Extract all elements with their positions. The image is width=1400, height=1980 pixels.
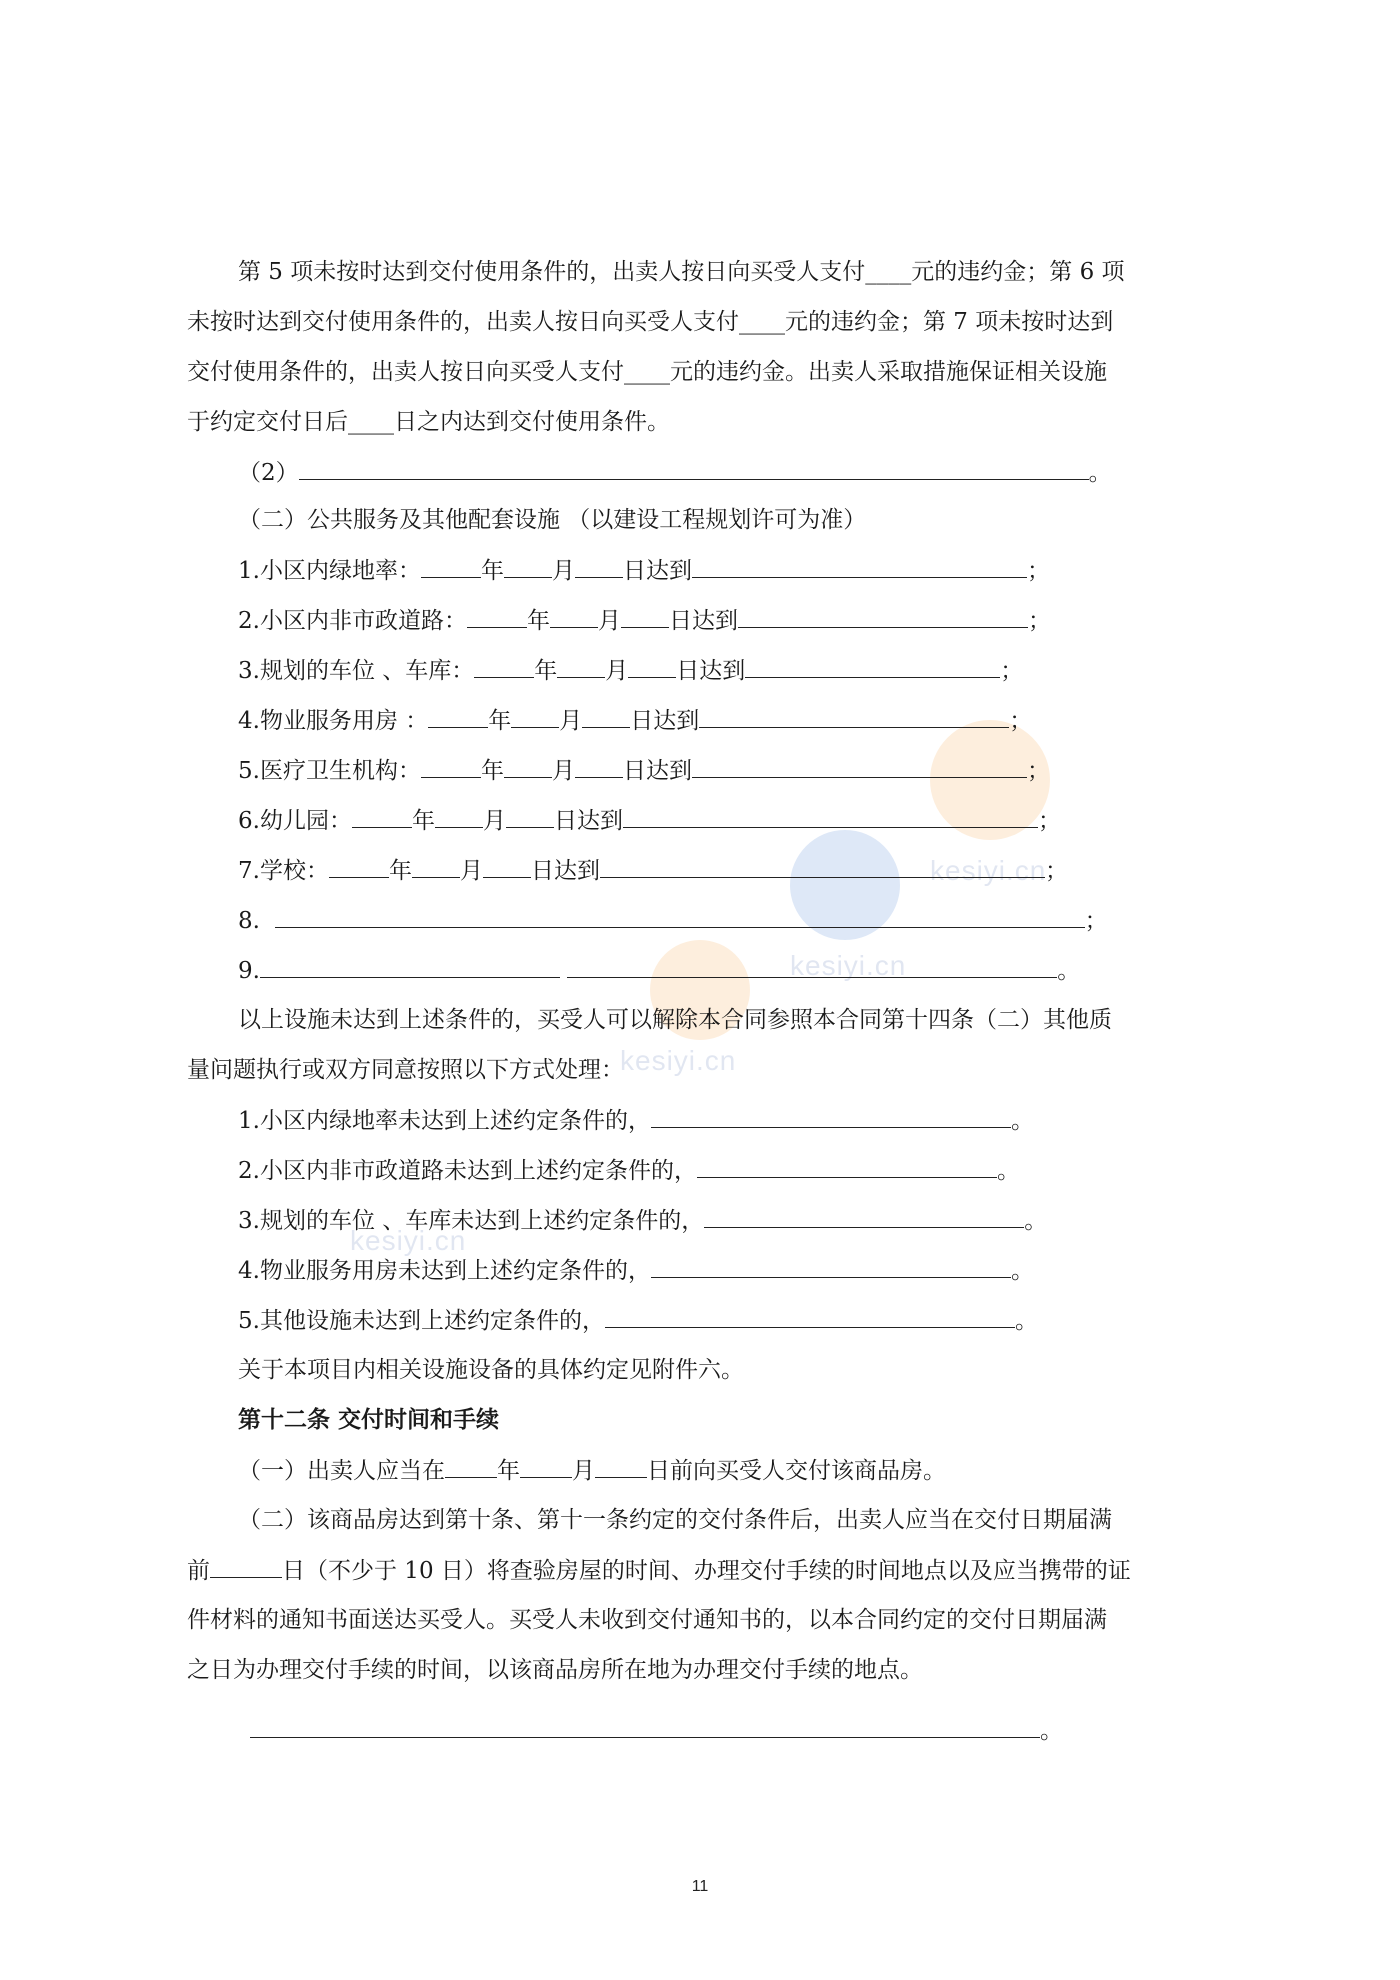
facility-line: 2.小区内非市政道路： 年 月 日达到 ； [238, 605, 1051, 636]
fill-in-blank [567, 955, 1057, 978]
day-blank [506, 805, 554, 828]
page-number: 11 [691, 1878, 709, 1895]
year-blank [421, 755, 481, 778]
watermark-text: kesiyi.cn [620, 1045, 737, 1076]
attachment-note: 关于本项目内相关设施设备的具体约定见附件六。 [238, 1357, 744, 1383]
fill-in-blank [699, 705, 1009, 728]
month-blank [412, 855, 460, 878]
fill-in-blank [250, 1715, 1040, 1738]
year-blank [474, 655, 534, 678]
item-9-line: 9. 。 [238, 955, 1080, 986]
year-blank [467, 605, 527, 628]
month-blank [520, 1455, 572, 1478]
paragraph-line: 件材料的通知书面送达买受人。买受人未收到交付通知书的，以本合同约定的交付日期届满 [187, 1607, 1107, 1633]
fill-in-blank [692, 755, 1027, 778]
remedy-line: 1.小区内绿地率未达到上述约定条件的， 。 [238, 1105, 1034, 1136]
facility-line: 7.学校： 年 月 日达到 ； [238, 855, 1068, 886]
line-end: 。 [1088, 460, 1112, 486]
day-blank [582, 705, 630, 728]
fill-in-blank [738, 605, 1028, 628]
fill-in-blank [692, 555, 1027, 578]
facility-line: 3.规划的车位 、车库： 年 月 日达到 ； [238, 655, 1023, 686]
final-line: 。 [250, 1715, 1063, 1746]
month-blank [511, 705, 559, 728]
year-blank [445, 1455, 497, 1478]
paragraph-line: 以上设施未达到上述条件的，买受人可以解除本合同参照本合同第十四条（二）其他质 [238, 1007, 1112, 1033]
fill-in-blank [299, 457, 1089, 480]
month-blank [550, 605, 598, 628]
fill-in-blank [623, 805, 1038, 828]
month-blank [435, 805, 483, 828]
remedy-line: 4.物业服务用房未达到上述约定条件的， 。 [238, 1255, 1034, 1286]
month-blank [557, 655, 605, 678]
fill-in-blank [651, 1105, 1011, 1128]
delivery-1-line: （一）出卖人应当在 年 月 日前向买受人交付该商品房。 [238, 1455, 946, 1486]
item-2-line [238, 457, 1112, 488]
day-blank [595, 1455, 647, 1478]
day-blank [575, 755, 623, 778]
delivery-2-line-2: 前 日（不少于 10 日）将查验房屋的时间、办理交付手续的时间地点以及应当携带的证 [187, 1555, 1131, 1586]
year-blank [428, 705, 488, 728]
watermark-text: kesiyi.cn [350, 1225, 467, 1256]
month-blank [504, 755, 552, 778]
remedy-line: 5.其他设施未达到上述约定条件的， 。 [238, 1305, 1038, 1336]
fill-in-blank [651, 1255, 1011, 1278]
paragraph-line: 交付使用条件的，出卖人按日向买受人支付____元的违约金。出卖人采取措施保证相关设施 [187, 359, 1107, 385]
fill-in-blank [704, 1205, 1024, 1228]
day-blank [621, 605, 669, 628]
day-blank [628, 655, 676, 678]
item-8-line: 8. ； [238, 905, 1108, 936]
remedy-line: 2.小区内非市政道路未达到上述约定条件的， 。 [238, 1155, 1020, 1186]
day-blank [483, 855, 531, 878]
facility-line: 1.小区内绿地率： 年 月 日达到 ； [238, 555, 1050, 586]
paragraph-line: 第 5 项未按时达到交付使用条件的，出卖人按日向买受人支付____元的违约金；第 6 项 [238, 259, 1125, 285]
article-12-title: 第十二条 交付时间和手续 [238, 1407, 500, 1433]
fill-in-blank [605, 1305, 1015, 1328]
remedy-line: 3.规划的车位 、车库未达到上述约定条件的， 。 [238, 1205, 1047, 1236]
year-blank [352, 805, 412, 828]
watermark-text: kesiyi.cn [930, 855, 1047, 886]
paragraph-line: 之日为办理交付手续的时间，以该商品房所在地为办理交付手续的地点。 [187, 1657, 923, 1683]
fill-in-blank [600, 855, 1045, 878]
paragraph-line: 于约定交付日后____日之内达到交付使用条件。 [187, 409, 670, 435]
paragraph-line: （二）该商品房达到第十条、第十一条约定的交付条件后，出卖人应当在交付日期届满 [238, 1507, 1112, 1533]
day-blank [575, 555, 623, 578]
facility-line: 5.医疗卫生机构： 年 月 日达到 ； [238, 755, 1050, 786]
facility-line: 6.幼儿园： 年 月 日达到 ； [238, 805, 1061, 836]
days-blank [210, 1555, 282, 1578]
month-blank [504, 555, 552, 578]
fill-in-blank [745, 655, 1000, 678]
paragraph-line: 未按时达到交付使用条件的，出卖人按日向买受人支付____元的违约金；第 7 项未按时达到 [187, 309, 1114, 335]
fill-in-blank [260, 955, 560, 978]
year-blank [421, 555, 481, 578]
fill-in-blank [697, 1155, 997, 1178]
item-2-label: （2） [238, 460, 299, 486]
facility-line: 4.物业服务用房 ： 年 月 日达到 ； [238, 705, 1032, 736]
paragraph-line: 量问题执行或双方同意按照以下方式处理： [187, 1057, 624, 1083]
fill-in-blank [275, 905, 1085, 928]
watermark-text: kesiyi.cn [790, 950, 907, 981]
year-blank [329, 855, 389, 878]
section-2-title: （二）公共服务及其他配套设施 （以建设工程规划许可为准） [238, 507, 867, 533]
